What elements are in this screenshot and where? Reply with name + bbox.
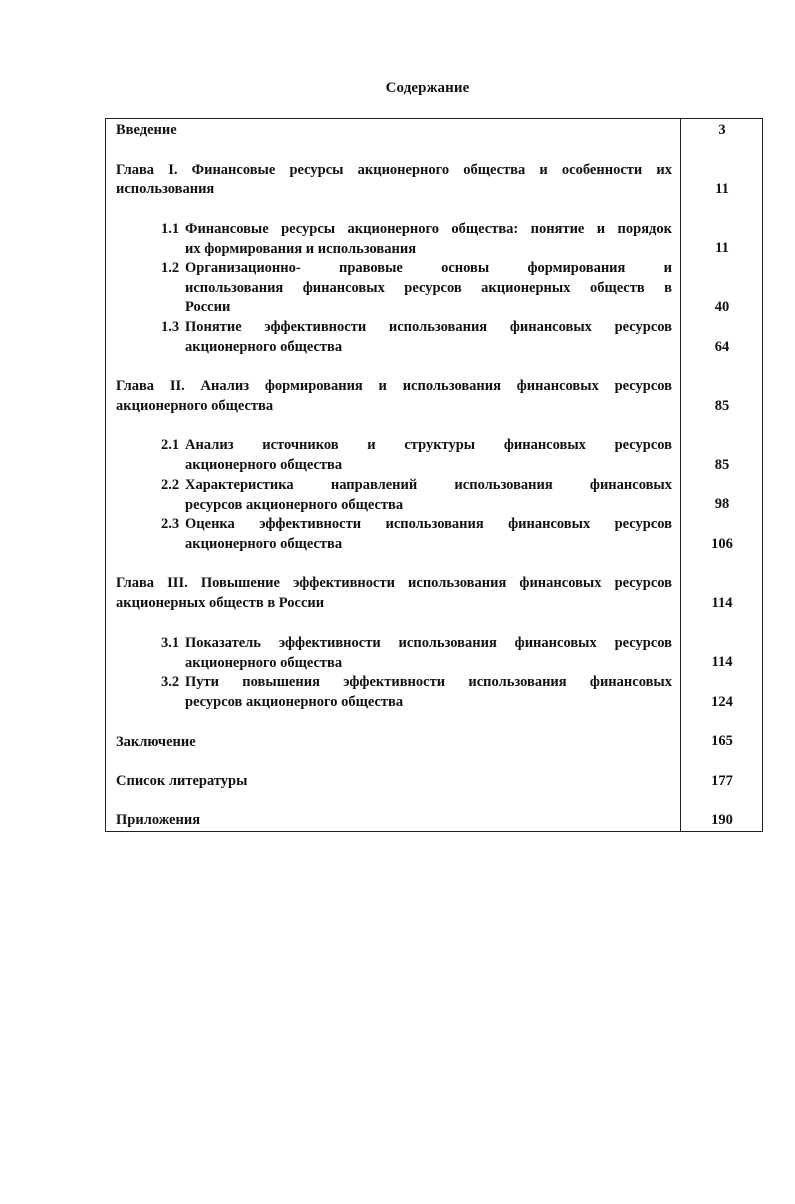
toc-entry-3-2[interactable] — [161, 673, 672, 713]
toc-entry-label: Список литературы — [116, 773, 248, 789]
toc-entry-line: Глава I. Финансовые ресурсы акционерного общества и особенности их — [116, 162, 672, 178]
toc-entry-line: ресурсов акционерного общества — [185, 693, 404, 710]
section-number: 3.1 — [161, 635, 180, 651]
section-number: 1.1 — [161, 221, 180, 237]
toc-entry-line: акционерного общества — [185, 338, 343, 355]
section-number: 2.2 — [161, 477, 180, 493]
toc-entry-chapter-1-cont — [116, 180, 672, 200]
section-number: 1.2 — [161, 260, 180, 276]
toc-page-number: 177 — [711, 773, 733, 789]
toc-page-number: 190 — [711, 812, 733, 828]
toc-entry-1-3[interactable] — [161, 318, 672, 358]
toc-entry-introduction[interactable] — [116, 121, 676, 141]
toc-entry-line: акционерного общества — [116, 398, 274, 414]
toc-entry-line: использования финансовых ресурсов акционерных обществ в — [185, 279, 672, 296]
toc-entry-line: ресурсов акционерного общества — [185, 496, 404, 513]
toc-entry-line: акционерных обществ в России — [116, 595, 325, 611]
toc-entry-line: Пути повышения эффективности использования финансовых — [185, 674, 672, 690]
toc-page-number: 114 — [711, 595, 733, 611]
toc-entry-line: Организационно- правовые основы формирования и — [185, 260, 672, 276]
toc-page-number: 85 — [714, 398, 730, 414]
toc-page-number: 64 — [714, 339, 730, 355]
toc-entry-bibliography[interactable] — [116, 772, 672, 792]
toc-page-number: 40 — [714, 299, 730, 315]
section-number: 2.3 — [161, 516, 180, 532]
toc-entry-label: Заключение — [116, 734, 196, 750]
toc-entry-chapter-2[interactable] — [116, 377, 672, 397]
toc-page-number: 124 — [711, 694, 733, 710]
toc-entry-line: Понятие эффективности использования финансовых ресурсов — [185, 319, 672, 335]
toc-entry-line: Финансовые ресурсы акционерного общества: понятие и порядок — [185, 221, 672, 237]
toc-page-number: 114 — [711, 654, 733, 670]
toc-entry-line: Оценка эффективности использования финансовых ресурсов — [185, 516, 672, 532]
toc-page-number: 85 — [714, 457, 730, 473]
page-title: Содержание — [385, 80, 470, 96]
toc-entry-line: использования — [116, 181, 215, 197]
section-number: 1.3 — [161, 319, 180, 335]
toc-page-number: 11 — [715, 181, 729, 197]
toc-entry-line: России — [185, 299, 231, 316]
toc-page-number: 106 — [711, 536, 733, 552]
toc-entry-appendices[interactable] — [116, 811, 672, 831]
toc-entry-1-2[interactable] — [161, 259, 672, 319]
toc-page-number: 3 — [718, 122, 726, 138]
toc-entry-label: Приложения — [116, 812, 201, 828]
toc-entry-chapter-2-cont — [116, 397, 672, 417]
toc-entry-line: акционерного общества — [185, 456, 343, 473]
toc-entry-line: Глава III. Повышение эффективности использования финансовых ресурсов — [116, 575, 672, 591]
toc-entry-3-1[interactable] — [161, 634, 672, 674]
toc-entry-conclusion[interactable] — [116, 733, 672, 753]
toc-entry-chapter-1[interactable] — [116, 161, 672, 181]
toc-entry-line: Глава II. Анализ формирования и использования финансовых ресурсов — [116, 378, 672, 394]
table-of-contents — [105, 118, 763, 832]
toc-entry-2-3[interactable] — [161, 515, 672, 555]
toc-entry-line: акционерного общества — [185, 654, 343, 671]
toc-entry-2-2[interactable] — [161, 476, 672, 516]
toc-page-number: 98 — [714, 496, 730, 512]
section-number: 2.1 — [161, 437, 180, 453]
toc-entry-line: акционерного общества — [185, 535, 343, 552]
toc-entry-chapter-3-cont — [116, 594, 672, 614]
toc-entry-line: их формирования и использования — [185, 240, 417, 257]
toc-entry-chapter-3[interactable] — [116, 574, 672, 594]
toc-page-number: 11 — [715, 240, 729, 256]
toc-page-number: 165 — [711, 733, 733, 749]
toc-entry-label: Введение — [116, 122, 177, 138]
toc-entry-line: Показатель эффективности использования финансовых ресурсов — [185, 635, 672, 651]
toc-entry-line: Анализ источников и структуры финансовых ресурсов — [185, 437, 672, 453]
toc-entry-line: Характеристика направлений использования финансовых — [185, 477, 672, 493]
toc-entry-1-1[interactable] — [161, 220, 672, 260]
section-number: 3.2 — [161, 674, 180, 690]
toc-entry-2-1[interactable] — [161, 436, 672, 476]
